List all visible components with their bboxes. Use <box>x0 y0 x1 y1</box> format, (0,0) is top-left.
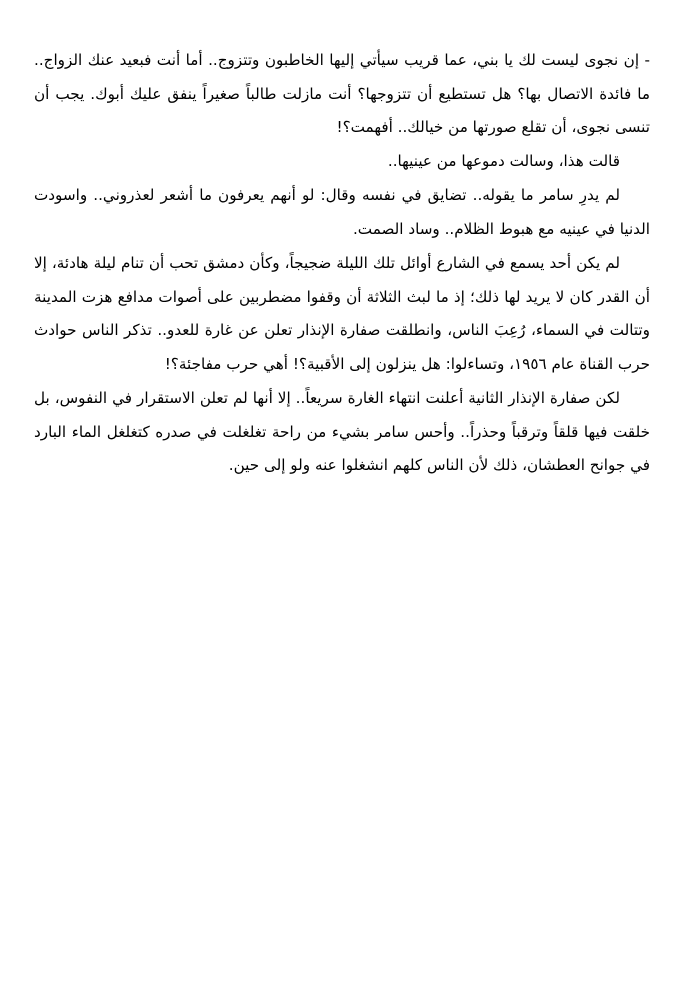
paragraph-3: لم يدرِ سامر ما يقوله.. تضايق في نفسه وقال: لو أنهم يعرفون ما أشعر لعذروني.. واسودت الدنيا في عينيه مع هبوط الظلام.. وساد الصمت. <box>34 186 650 238</box>
paragraph-4: لم يكن أحد يسمع في الشارع أوائل تلك الليلة ضجيجاً، وكأن دمشق تحب أن تنام ليلة هادئة، إلا أن القدر كان لا يريد لها ذلك؛ إذ ما لبث الثلاثة أن وقفوا مضطربين على أصوات مدافع هزت المدينة وتتالت في السماء، رُعِبَ الناس، وانطلقت صفارة الإنذار تعلن عن غارة للعدو.. تذكر الناس حوادث حرب القناة عام ١٩٥٦، وتساءلوا: هل ينزلون إلى الأقبية؟! أهي حرب مفاجئة؟! <box>34 254 650 373</box>
document-page <box>34 44 650 483</box>
paragraph-1: - إن نجوى ليست لك يا بني، عما قريب سيأتي إليها الخاطبون وتتزوج.. أما أنت فبعيد عنك الزواج.. ما فائدة الاتصال بها؟ هل تستطيع أن تتزوجها؟ أنت مازلت طالباً صغيراً ينفق عليك أبوك. يجب أن تنسى نجوى، أن تقلع صورتها من خيالك.. أفهمت؟! <box>34 51 650 136</box>
paragraph-2: قالت هذا، وسالت دموعها من عينيها.. <box>387 151 620 170</box>
paragraph-5: لكن صفارة الإنذار الثانية أعلنت انتهاء الغارة سريعاً.. إلا أنها لم تعلن الاستقرار في النفوس، بل خلقت فيها قلقاً وترقباً وحذراً.. وأحس سامر بشيء من راحة تغلغلت في صدره كتغلغل الماء البارد في جوانح العطشان، ذلك لأن الناس كلهم انشغلوا عنه ولو إلى حين. <box>34 389 650 474</box>
